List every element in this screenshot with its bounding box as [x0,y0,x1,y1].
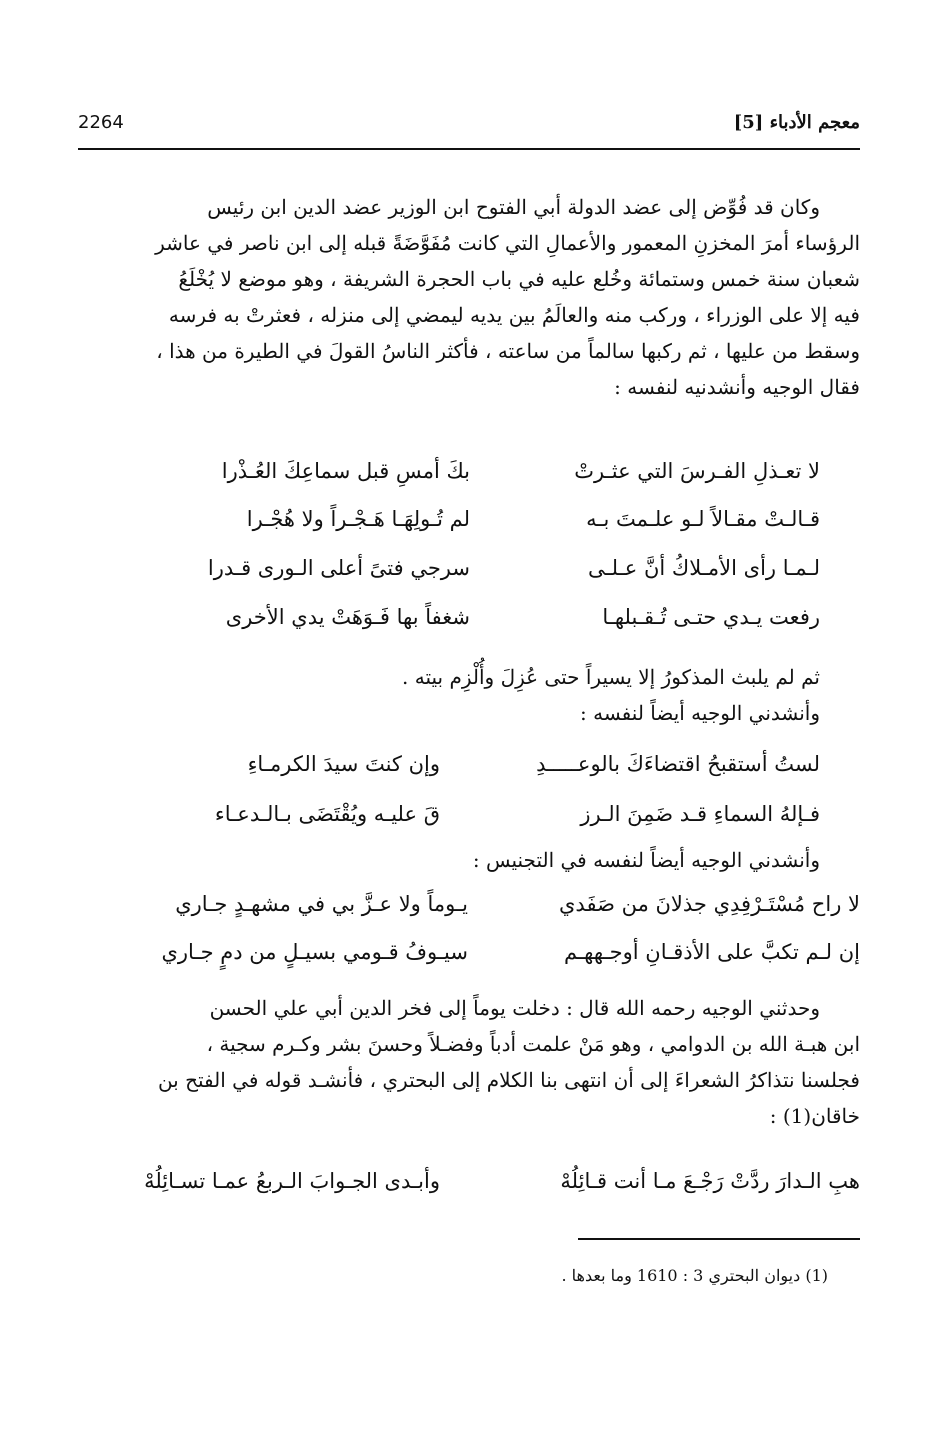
text-line: فجلسنا نتذاكرُ الشعراءَ إلى أن انتهى بنا الكلام إلى البحتري ، فأنشـد قوله في الفتح بن [157,1068,860,1092]
text-line: الرؤساء أمرَ المخزنِ المعمور والأعمالِ التي كانت مُفَوَّضَةً قبله إلى ابن ناصر في عاشر [155,231,860,255]
verse-hemistich-first: لستُ أستقبحُ اقتضاءَكَ بالوعـــــدِ [536,752,820,776]
verse-hemistich-first: لا راح مُسْتَـرْفِدِي جذلانَ من صَفَدي [559,892,860,916]
verse-hemistich-second: يـوماً ولا عـزَّ بي في مشهـدٍ جـاري [175,892,468,916]
verse-hemistich-second: سيـوفُ قـومي بسيـلٍ من دمٍ جـاري [161,940,468,964]
footnote-rule [578,1238,860,1240]
text-line: ابن هبـة الله بن الدوامي ، وهو مَنْ علمت أدباً وفضـلاً وحسنَ بشر وكـرم سجية ، [206,1032,860,1056]
text-line: خاقان(1) : [769,1104,860,1128]
poem-3 [78,886,860,976]
verse-hemistich-first: قـالـتْ مقـالاً لـو علـمتَ بـه [586,507,820,531]
verse-hemistich-first: لـمـا رأى الأمـلاكُ أنَّ عـلـى [588,556,820,580]
verse-hemistich-second: لم تُـولِهَـا هَـجْـراً ولا هُجْـرا [246,507,470,531]
verse-line [78,886,860,922]
footnote: (1) ديوان البحتري 3 : 1610 وما بعدها . [561,1266,828,1285]
text-line: وأنشدني الوجيه أيضاً لنفسه : [580,701,820,725]
verse-hemistich-second: بكَ أمسِ قبل سماعِكَ العُـذْرا [221,459,470,483]
text-line: وأنشدني الوجيه أيضاً لنفسه في التجنيس : [472,848,820,872]
verse-line [78,501,820,537]
verse-line [78,934,860,970]
text-line: فيه إلا على الوزراء ، وركب منه والعالَمُ بين يديه ليمضي إلى منزله ، فعثرتْ به فرسه [168,303,860,327]
verse-line [78,550,820,586]
verse-line [78,746,820,782]
poem-2 [78,746,860,836]
verse-hemistich-first: هبِ الـدارَ ردَّتْ رَجْـعَ مـا أنت قـائِلُهْ [560,1169,860,1193]
text-line: وسقط من عليها ، ثم ركبها سالماً من ساعته ، فأكثر الناسُ القولَ في الطيرة من هذا ، [156,339,860,363]
poem-1 [78,453,860,643]
verse-line [78,453,820,489]
page-header [78,112,860,142]
text-line: ثم لم يلبث المذكورُ إلا يسيراً حتى عُزِلَ وأُلْزِم بيته . [402,665,820,689]
verse-hemistich-first: لا تعـذلِ الفـرسَ التي عثـرتْ [574,459,820,483]
text-line: وحدثني الوجيه رحمه الله قال : دخلت يوماً إلى فخر الدين أبي علي الحسن [209,996,820,1020]
page-number: 2264 [78,112,124,133]
verse-line [78,796,820,832]
text-line: فقال الوجيه وأنشدنيه لنفسه : [614,375,860,399]
verse-hemistich-second: قَ عليـه ويُقْتَضَى بـالـدعـاء [214,802,440,826]
paragraph-2 [78,659,860,731]
verse-hemistich-first: رفعت يـدي حتـى تُـقـبلهـا [602,605,820,629]
paragraph-1 [78,189,860,405]
verse-hemistich-second: وأبـدى الجـوابَ الـربعُ عمـا تسـائِلُهْ [144,1169,440,1193]
paragraph-3 [78,842,860,878]
poem-4 [78,1163,860,1203]
header-rule [78,148,860,150]
running-title: معجم الأدباء [5] [733,112,860,133]
paragraph-4 [78,990,860,1134]
verse-hemistich-first: إن لـم تكبَّ على الأذقـانِ أوجـههـم [564,940,860,964]
verse-hemistich-second: وإن كنتَ سيدَ الكرمـاءِ [247,752,440,776]
verse-hemistich-second: شغفاً بها فَـوَهَتْ يدي الأخرى [225,605,470,629]
text-line: وكان قد فُوِّض إلى عضد الدولة أبي الفتوح ابن الوزير عضد الدين ابن رئيس [207,195,820,219]
verse-line [78,1163,860,1199]
verse-line [78,599,820,635]
verse-hemistich-second: سرجي فتىً أعلى الـورى قـدرا [207,556,470,580]
text-line: شعبان سنة خمس وستمائة وخُلع عليه في باب الحجرة الشريفة ، وهو موضع لا يُخْلَعُ [178,267,860,291]
verse-hemistich-first: فـإلهُ السماءِ قـد ضَمِنَ الـرز [580,802,820,826]
